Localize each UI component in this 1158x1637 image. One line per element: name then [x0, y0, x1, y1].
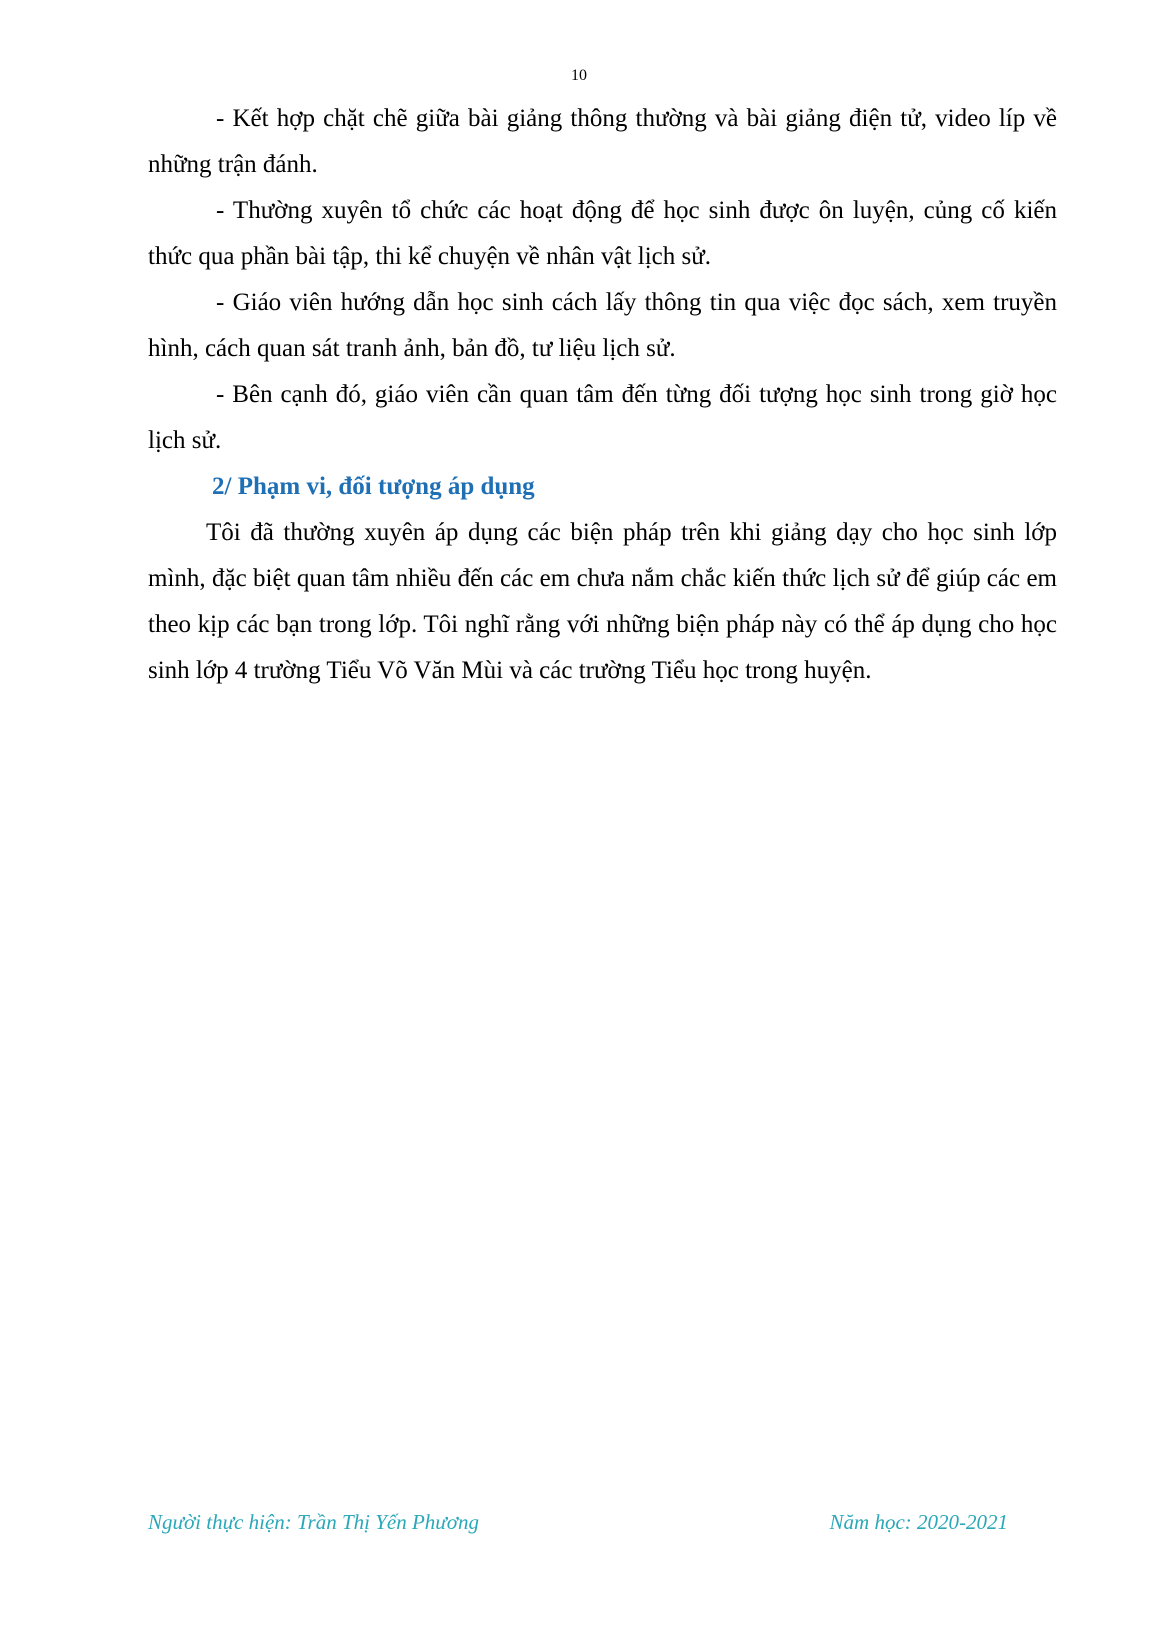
- document-body: [148, 96, 1057, 694]
- bullet-paragraph-3: - Giáo viên hướng dẫn học sinh cách lấy thông tin qua việc đọc sách, xem truyền hình, cách quan sát tranh ảnh, bản đồ, tư liệu lịch sử.: [148, 289, 1057, 362]
- bullet-paragraph-1: - Kết hợp chặt chẽ giữa bài giảng thông thường và bài giảng điện tử, video líp về những trận đánh.: [148, 105, 1057, 178]
- footer-author: Người thực hiện: Trần Thị Yến Phương: [148, 1510, 479, 1534]
- page-number: 10: [571, 67, 587, 84]
- bullet-paragraph-4: - Bên cạnh đó, giáo viên cần quan tâm đến từng đối tượng học sinh trong giờ học lịch sử.: [148, 381, 1057, 454]
- section-heading: 2/ Phạm vi, đối tượng áp dụng: [212, 473, 535, 500]
- bullet-paragraph-2: - Thường xuyên tổ chức các hoạt động để học sinh được ôn luyện, củng cố kiến thức qua phần bài tập, thi kể chuyện về nhân vật lịch sử.: [148, 197, 1057, 270]
- footer-school-year: Năm học: 2020-2021: [829, 1510, 1008, 1534]
- section-body-paragraph: Tôi đã thường xuyên áp dụng các biện pháp trên khi giảng dạy cho học sinh lớp mình, đặc biệt quan tâm nhiều đến các em chưa nắm chắc kiến thức lịch sử để giúp các em theo kịp các bạn trong lớp. Tôi nghĩ rằng với những biện pháp này có thể áp dụng cho học sinh lớp 4 trường Tiểu Võ Văn Mùi và các trường Tiểu học trong huyện.: [148, 519, 1057, 684]
